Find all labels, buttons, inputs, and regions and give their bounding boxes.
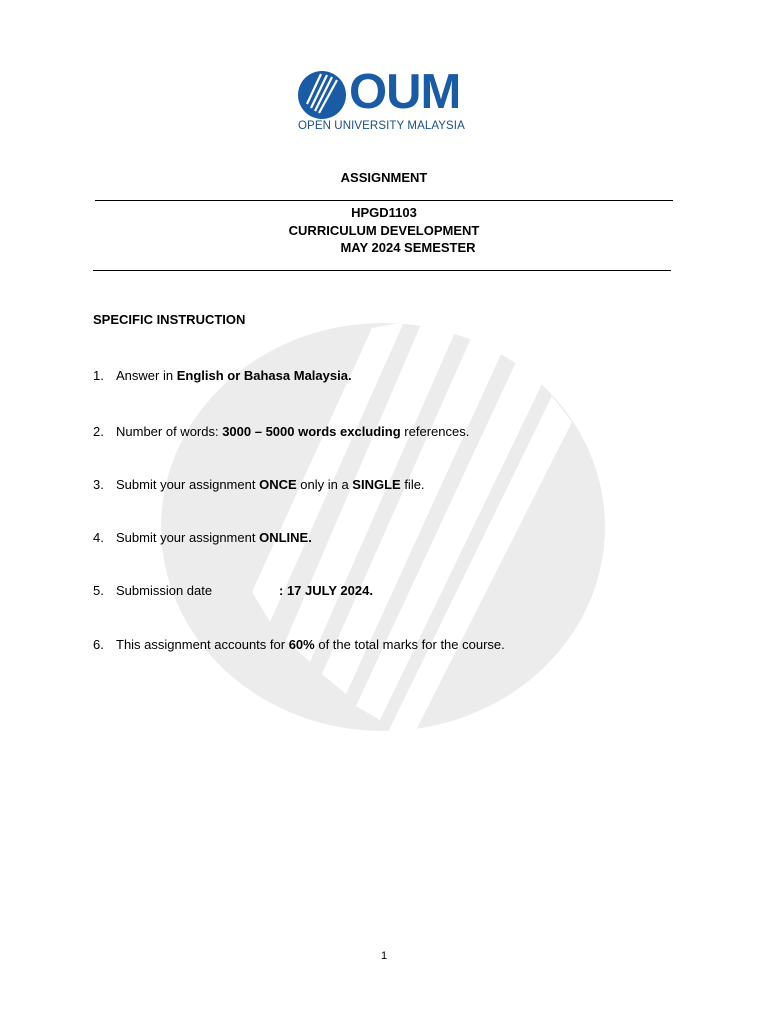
item-text-bold: 3000 – 5000 words excluding [222,424,401,439]
item-text: file. [400,477,425,492]
item-text: Submit your assignment [116,477,260,492]
item-text-bold: 60% [288,637,315,652]
item-text-bold: ONLINE. [259,530,312,545]
course-code: HPGD1103 [351,205,417,220]
submission-date-value: : 17 JULY 2024. [279,583,373,598]
item-text: references. [400,424,470,439]
item-number: 1. [93,368,104,383]
document-title: ASSIGNMENT [340,170,428,185]
item-number: 4. [93,530,104,545]
item-number: 3. [93,477,104,492]
item-text-bold: English or Bahasa Malaysia. [176,368,352,383]
page-number: 1 [380,950,388,962]
item-text-bold: ONCE [259,477,297,492]
instruction-item-5 [93,583,493,598]
course-name: CURRICULUM DEVELOPMENT [288,223,480,238]
item-text-bold: SINGLE [352,477,401,492]
submission-date-label: Submission date [116,583,213,598]
item-text: of the total marks for the course. [314,637,505,652]
oum-globe-icon [297,70,347,120]
oum-logo [297,65,473,138]
item-text: Answer in [116,368,177,383]
divider-bottom [93,270,671,271]
item-number: 5. [93,583,104,598]
semester: MAY 2024 SEMESTER [340,240,476,255]
logo-subtitle: OPEN UNIVERSITY MALAYSIA [298,120,465,132]
item-number: 2. [93,424,104,439]
item-text: Number of words: [116,424,223,439]
instruction-item-6 [93,637,505,652]
item-number: 6. [93,637,104,652]
item-text: Submit your assignment [116,530,260,545]
instruction-item-3 [93,477,425,492]
instruction-item-1 [93,368,352,383]
logo-wordmark: OUM [349,65,461,119]
instruction-item-2 [93,424,469,439]
instruction-item-4 [93,530,312,545]
item-text: This assignment accounts for [116,637,289,652]
item-text: only in a [296,477,353,492]
instructions-heading: SPECIFIC INSTRUCTION [93,312,246,327]
divider-top [95,200,673,201]
oum-globe-watermark-icon [160,322,606,732]
